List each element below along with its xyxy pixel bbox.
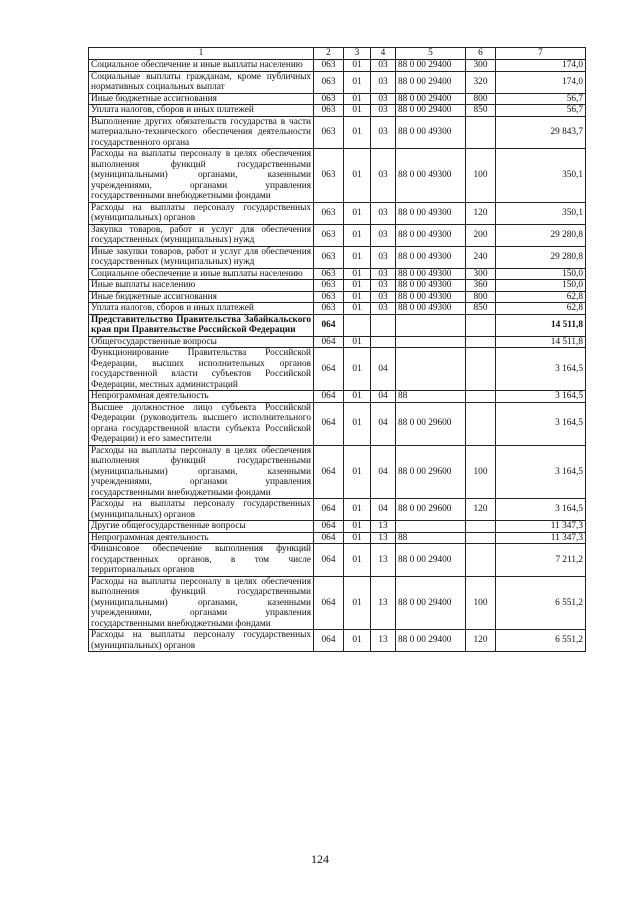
table-row [89,391,586,403]
ministry-code: 063 [314,105,344,117]
ministry-code: 064 [314,348,344,391]
section-code: 01 [344,202,371,224]
subsection-code: 04 [371,348,396,391]
target-article-code: 88 0 00 49300 [396,303,466,315]
row-name: Иные выплаты населению [89,280,314,292]
expense-type-code: 320 [466,71,496,93]
amount: 62,8 [496,303,586,315]
amount: 62,8 [496,291,586,303]
header-cell: 7 [496,48,586,60]
amount: 6 551,2 [496,576,586,630]
amount: 29 843,7 [496,116,586,149]
header-cell: 4 [371,48,396,60]
target-article-code: 88 0 00 29400 [396,576,466,630]
target-article-code [396,348,466,391]
ministry-code: 063 [314,303,344,315]
ministry-code: 063 [314,149,344,203]
subsection-code: 04 [371,445,396,499]
expense-type-code [466,116,496,149]
header-cell: 2 [314,48,344,60]
expense-type-code: 800 [466,291,496,303]
row-name: Общегосударственные вопросы [89,336,314,348]
expense-type-code [466,391,496,403]
header-cell: 3 [344,48,371,60]
expense-type-code: 300 [466,268,496,280]
target-article-code: 88 [396,391,466,403]
subsection-code: 13 [371,521,396,533]
section-code: 01 [344,93,371,105]
amount: 29 280,8 [496,224,586,246]
subsection-code: 03 [371,246,396,268]
ministry-code: 064 [314,532,344,544]
subsection-code: 03 [371,105,396,117]
subsection-code [371,314,396,336]
expense-type-code: 100 [466,149,496,203]
target-article-code: 88 0 00 29600 [396,402,466,445]
amount: 56,7 [496,93,586,105]
target-article-code: 88 0 00 29400 [396,630,466,652]
table-row [89,303,586,315]
expense-type-code: 120 [466,499,496,521]
expense-type-code: 200 [466,224,496,246]
amount: 29 280,8 [496,246,586,268]
ministry-code: 063 [314,60,344,72]
header-row [89,48,586,60]
amount: 3 164,5 [496,445,586,499]
expense-type-code [466,521,496,533]
row-name: Уплата налогов, сборов и иных платежей [89,303,314,315]
ministry-code: 063 [314,116,344,149]
subsection-code: 03 [371,291,396,303]
budget-table [88,47,586,652]
expense-type-code: 240 [466,246,496,268]
ministry-code: 063 [314,71,344,93]
amount: 14 511,8 [496,336,586,348]
subsection-code: 13 [371,544,396,577]
ministry-code: 063 [314,268,344,280]
target-article-code [396,336,466,348]
expense-type-code: 120 [466,202,496,224]
subsection-code: 13 [371,576,396,630]
table-row [89,336,586,348]
row-name: Иные закупки товаров, работ и услуг для обеспечения государственных (муниципальных) нужд [89,246,314,268]
section-code: 01 [344,224,371,246]
row-name: Уплата налогов, сборов и иных платежей [89,105,314,117]
expense-type-code: 360 [466,280,496,292]
amount: 150,0 [496,268,586,280]
target-article-code [396,521,466,533]
target-article-code: 88 0 00 29400 [396,544,466,577]
subsection-code: 03 [371,60,396,72]
target-article-code: 88 0 00 49300 [396,291,466,303]
row-name: Непрограммная деятельность [89,532,314,544]
section-code: 01 [344,303,371,315]
subsection-code: 03 [371,71,396,93]
subsection-code: 03 [371,268,396,280]
ministry-code: 064 [314,336,344,348]
row-name: Социальное обеспечение и иные выплаты населению [89,60,314,72]
amount: 11 347,3 [496,521,586,533]
target-article-code: 88 0 00 29400 [396,71,466,93]
table-row [89,202,586,224]
expense-type-code [466,314,496,336]
section-code: 01 [344,532,371,544]
target-article-code: 88 0 00 29400 [396,93,466,105]
row-name: Иные бюджетные ассигнования [89,93,314,105]
ministry-code: 064 [314,391,344,403]
ministry-code: 063 [314,280,344,292]
target-article-code: 88 0 00 49300 [396,268,466,280]
expense-type-code [466,544,496,577]
table-row [89,224,586,246]
amount: 150,0 [496,280,586,292]
row-name: Расходы на выплаты персоналу в целях обеспечения выполнения функций государственными (муниципальными) органами, казенными учреждениями, органами управления государственными внебюджетными фондами [89,149,314,203]
subsection-code: 03 [371,93,396,105]
table-row [89,532,586,544]
target-article-code: 88 0 00 49300 [396,280,466,292]
table-row [89,71,586,93]
target-article-code: 88 0 00 49300 [396,202,466,224]
amount: 350,1 [496,202,586,224]
row-name: Выполнение других обязательств государства в части материально-технического обеспечения деятельности государственного органа [89,116,314,149]
ministry-code: 064 [314,630,344,652]
section-code: 01 [344,630,371,652]
expense-type-code [466,336,496,348]
amount: 3 164,5 [496,402,586,445]
table-row [89,348,586,391]
ministry-code: 063 [314,291,344,303]
table-row [89,630,586,652]
section-code: 01 [344,246,371,268]
target-article-code: 88 0 00 29400 [396,60,466,72]
ministry-code: 064 [314,544,344,577]
row-name: Расходы на выплаты персоналу в целях обеспечения выполнения функций государственными (муниципальными) органами, казенными учреждениями, органами управления государственными внебюджетными фондами [89,576,314,630]
section-code: 01 [344,576,371,630]
table-row [89,521,586,533]
header-cell: 1 [89,48,314,60]
expense-type-code: 850 [466,105,496,117]
amount: 350,1 [496,149,586,203]
section-code: 01 [344,60,371,72]
amount: 174,0 [496,60,586,72]
table-row [89,116,586,149]
ministry-code: 064 [314,499,344,521]
table-row [89,499,586,521]
ministry-code: 063 [314,202,344,224]
section-code: 01 [344,280,371,292]
table-row [89,402,586,445]
ministry-code: 063 [314,246,344,268]
amount: 56,7 [496,105,586,117]
target-article-code: 88 0 00 29400 [396,105,466,117]
target-article-code: 88 0 00 49300 [396,149,466,203]
section-code: 01 [344,348,371,391]
target-article-code: 88 [396,532,466,544]
expense-type-code: 120 [466,630,496,652]
row-name: Другие общегосударственные вопросы [89,521,314,533]
ministry-code: 064 [314,445,344,499]
row-name: Высшее должностное лицо субъекта Российской Федерации (руководитель высшего исполнительного органа государственной власти субъекта Российской Федерации) и его заместители [89,402,314,445]
expense-type-code [466,532,496,544]
amount: 14 511,8 [496,314,586,336]
section-code: 01 [344,116,371,149]
subsection-code: 13 [371,630,396,652]
target-article-code: 88 0 00 29600 [396,499,466,521]
ministry-code: 064 [314,576,344,630]
row-name: Закупка товаров, работ и услуг для обеспечения государственных (муниципальных) нужд [89,224,314,246]
section-code: 01 [344,544,371,577]
amount: 7 211,2 [496,544,586,577]
section-code: 01 [344,391,371,403]
table-row [89,576,586,630]
subsection-code: 03 [371,149,396,203]
table-row [89,544,586,577]
subsection-code: 03 [371,202,396,224]
table-row [89,246,586,268]
expense-type-code: 100 [466,445,496,499]
amount: 3 164,5 [496,499,586,521]
table-row [89,105,586,117]
section-code: 01 [344,402,371,445]
section-code: 01 [344,336,371,348]
header-cell: 6 [466,48,496,60]
target-article-code [396,314,466,336]
row-name: Финансовое обеспечение выполнения функций государственных органов, в том числе территориальных органов [89,544,314,577]
ministry-code: 064 [314,314,344,336]
section-code: 01 [344,268,371,280]
expense-type-code: 100 [466,576,496,630]
table-row [89,314,586,336]
subsection-code: 03 [371,224,396,246]
expense-type-code: 800 [466,93,496,105]
ministry-code: 064 [314,402,344,445]
ministry-code: 063 [314,93,344,105]
section-code: 01 [344,521,371,533]
row-name: Иные бюджетные ассигнования [89,291,314,303]
expense-type-code: 300 [466,60,496,72]
amount: 11 347,3 [496,532,586,544]
ministry-code: 063 [314,224,344,246]
amount: 174,0 [496,71,586,93]
row-name: Расходы на выплаты персоналу государственных (муниципальных) органов [89,630,314,652]
section-code: 01 [344,291,371,303]
section-code: 01 [344,445,371,499]
subsection-code: 03 [371,303,396,315]
subsection-code: 04 [371,499,396,521]
section-code: 01 [344,499,371,521]
row-name: Социальные выплаты гражданам, кроме публичных нормативных социальных выплат [89,71,314,93]
row-name: Расходы на выплаты персоналу в целях обеспечения выполнения функций государственными (муниципальными) органами, казенными учреждениями, органами управления государственными внебюджетными фондами [89,445,314,499]
amount: 3 164,5 [496,348,586,391]
table-row [89,268,586,280]
section-code: 01 [344,149,371,203]
ministry-code: 064 [314,521,344,533]
section-code: 01 [344,71,371,93]
table-row [89,149,586,203]
row-name: Социальное обеспечение и иные выплаты населению [89,268,314,280]
table-row [89,445,586,499]
row-name: Непрограммная деятельность [89,391,314,403]
subsection-code [371,336,396,348]
expense-type-code [466,348,496,391]
row-name: Представительство Правительства Забайкальского края при Правительстве Российской Федерации [89,314,314,336]
page-number: 124 [311,852,329,866]
table-row [89,291,586,303]
row-name: Расходы на выплаты персоналу государственных (муниципальных) органов [89,202,314,224]
target-article-code: 88 0 00 49300 [396,116,466,149]
section-code: 01 [344,105,371,117]
subsection-code: 04 [371,391,396,403]
expense-type-code [466,402,496,445]
subsection-code: 13 [371,532,396,544]
target-article-code: 88 0 00 49300 [396,246,466,268]
subsection-code: 04 [371,402,396,445]
target-article-code: 88 0 00 29600 [396,445,466,499]
row-name: Расходы на выплаты персоналу государственных (муниципальных) органов [89,499,314,521]
table-row [89,60,586,72]
subsection-code: 03 [371,116,396,149]
header-cell: 5 [396,48,466,60]
expense-type-code: 850 [466,303,496,315]
subsection-code: 03 [371,280,396,292]
target-article-code: 88 0 00 49300 [396,224,466,246]
row-name: Функционирование Правительства Российской Федерации, высших исполнительных органов государственной власти субъектов Российской Федерации, местных администраций [89,348,314,391]
amount: 3 164,5 [496,391,586,403]
amount: 6 551,2 [496,630,586,652]
table-row [89,93,586,105]
section-code [344,314,371,336]
table-row [89,280,586,292]
